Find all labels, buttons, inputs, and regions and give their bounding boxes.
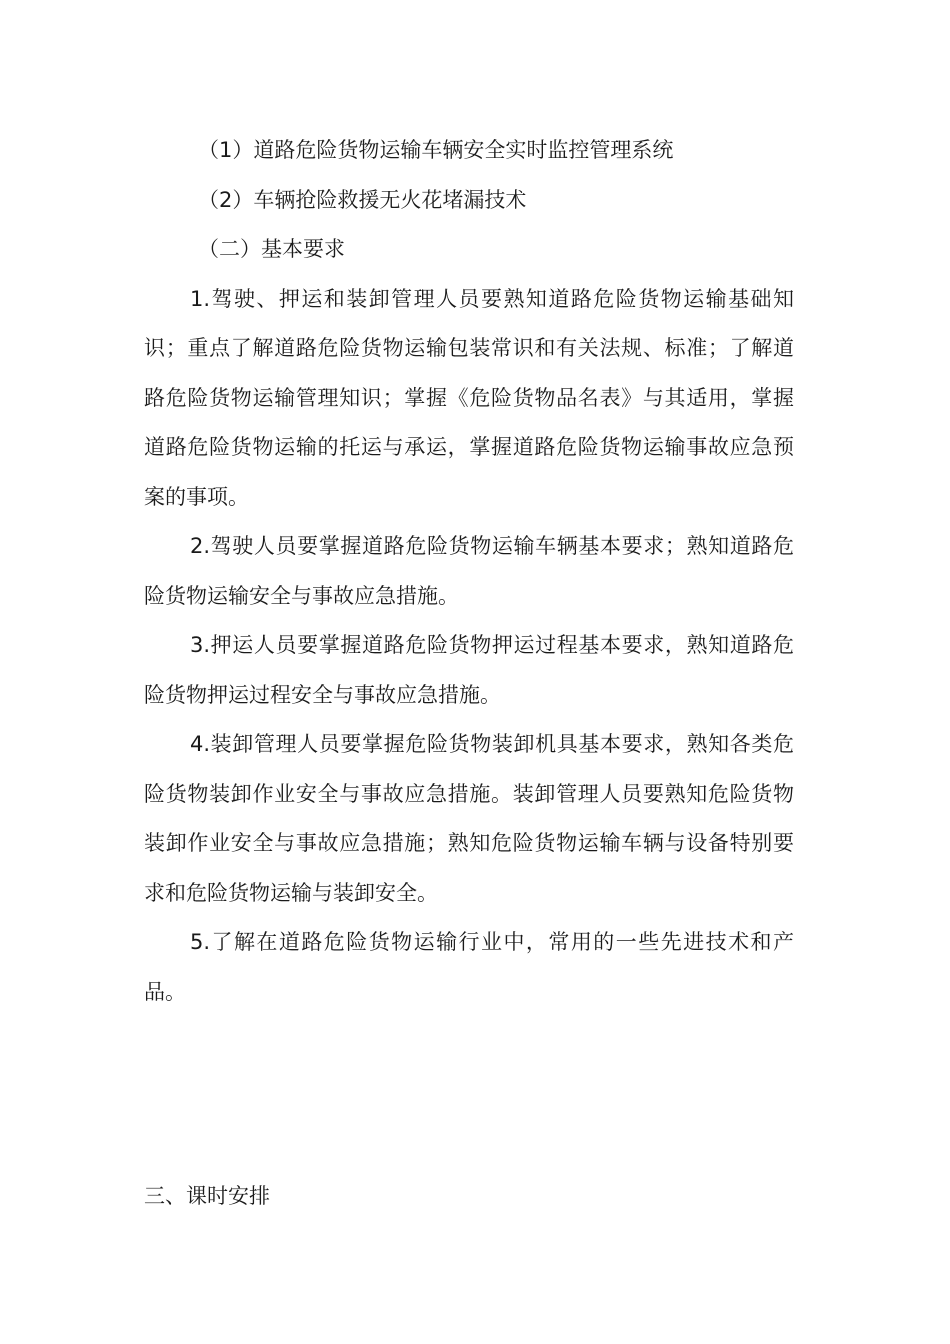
paragraph-requirement-2: 2.驾驶人员要掌握道路危险货物运输车辆基本要求；熟知道路危险货物运输安全与事故应急措施。 [144, 534, 794, 608]
paragraph-requirement-1: 1.驾驶、押运和装卸管理人员要熟知道路危险货物运输基础知识；重点了解道路危险货物运输包装常识和有关法规、标准；了解道路危险货物运输管理知识；掌握《危险货物品名表》与其适用，掌握道路危险货物运输的托运与承运，掌握道路危险货物运输事故应急预案的事项。 [144, 286, 794, 509]
list-item-monitoring-system: （1）道路危险货物运输车辆安全实时监控管理系统 [198, 138, 674, 162]
section-heading-schedule: 三、课时安排 [144, 1184, 270, 1208]
paragraph-requirement-5: 5.了解在道路危险货物运输行业中，常用的一些先进技术和产品。 [144, 930, 794, 1004]
paragraph-requirement-4: 4.装卸管理人员要掌握危险货物装卸机具基本要求，熟知各类危险货物装卸作业安全与事故应急措施。装卸管理人员要熟知危险货物装卸作业安全与事故应急措施；熟知危险货物运输车辆与设备特别要求和危险货物运输与装卸安全。 [144, 732, 794, 905]
subheading-basic-requirements: （二）基本要求 [198, 237, 345, 261]
list-item-leak-plugging: （2）车辆抢险救援无火花堵漏技术 [198, 187, 527, 212]
paragraph-requirement-3: 3.押运人员要掌握道路危险货物押运过程基本要求，熟知道路危险货物押运过程安全与事故应急措施。 [144, 633, 794, 707]
document-body [144, 126, 794, 1017]
